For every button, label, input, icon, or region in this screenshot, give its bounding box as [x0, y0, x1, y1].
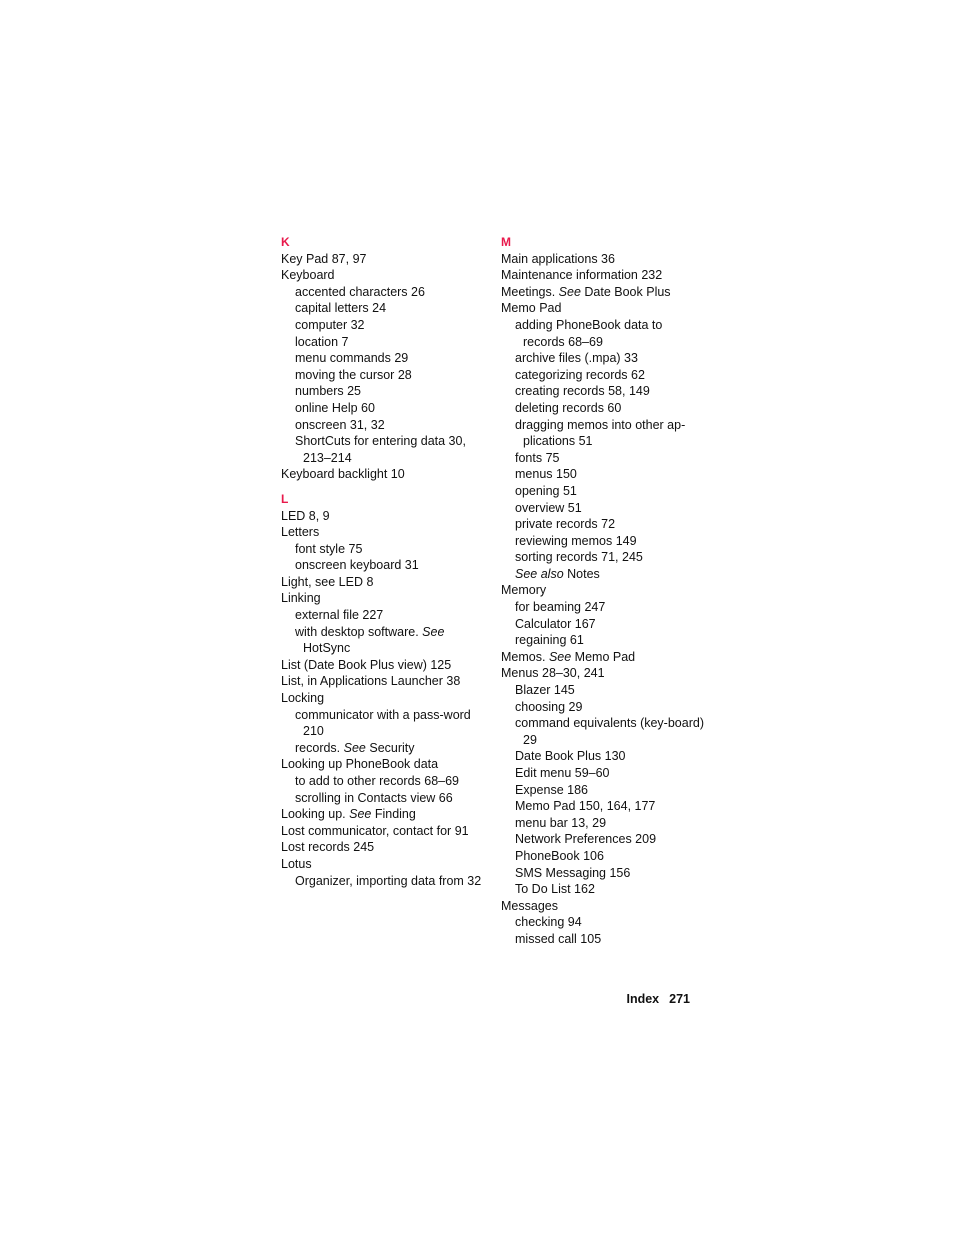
index-subentry: reviewing memos 149 — [515, 533, 637, 548]
index-entry: List, in Applications Launcher 38 — [281, 674, 461, 689]
page-footer — [626, 992, 690, 1006]
index-column-left — [281, 234, 486, 889]
index-subentry: regaining 61 — [515, 633, 584, 648]
see-target: Notes — [563, 566, 600, 581]
index-subentry: Blazer 145 — [515, 683, 575, 698]
index-subentry: onscreen keyboard 31 — [295, 558, 419, 573]
index-letter-heading: K — [281, 235, 290, 249]
index-subentry: sorting records 71, 245 — [515, 550, 643, 565]
index-subentry — [501, 566, 706, 583]
index-subentry: Organizer, importing data from 32 — [295, 873, 482, 888]
index-subentry: dragging memos into other ap-plications 51 — [515, 417, 686, 449]
index-entry: Main applications 36 — [501, 251, 615, 266]
entry-text: Looking up. — [281, 807, 350, 822]
index-entry: Light, see LED 8 — [281, 574, 374, 589]
see-reference: See — [548, 649, 572, 664]
index-entry: Maintenance information 232 — [501, 268, 663, 283]
index-entry: Memory — [501, 583, 547, 598]
index-subentry: computer 32 — [295, 317, 365, 332]
index-subentry — [281, 740, 486, 757]
index-subentry: communicator with a pass-word 210 — [295, 707, 471, 739]
page-number: 271 — [669, 992, 690, 1006]
index-subentry: fonts 75 — [515, 450, 560, 465]
index-subentry: PhoneBook 106 — [515, 848, 604, 863]
index-letter-heading: M — [501, 235, 511, 249]
index-subentry: onscreen 31, 32 — [295, 417, 385, 432]
index-subentry: moving the cursor 28 — [295, 367, 412, 382]
index-entry: Letters — [281, 525, 320, 540]
see-target: Security — [365, 740, 415, 755]
index-subentry: SMS Messaging 156 — [515, 865, 631, 880]
index-subentry: overview 51 — [515, 500, 582, 515]
index-subentry: categorizing records 62 — [515, 367, 645, 382]
index-subentry: location 7 — [295, 334, 349, 349]
index-subentry: private records 72 — [515, 517, 616, 532]
index-subentry: Date Book Plus 130 — [515, 749, 626, 764]
index-subentry: online Help 60 — [295, 400, 375, 415]
index-entry: Memo Pad — [501, 301, 562, 316]
index-entry: Keyboard — [281, 268, 335, 283]
index-entry — [501, 649, 706, 666]
index-entry: Key Pad 87, 97 — [281, 251, 367, 266]
see-target: Finding — [371, 807, 416, 822]
see-target: Memo Pad — [571, 649, 636, 664]
index-subentry: to add to other records 68–69 — [295, 774, 460, 788]
index-subentry: adding PhoneBook data to records 68–69 — [515, 317, 663, 349]
index-subentry: capital letters 24 — [295, 301, 387, 316]
index-subentry: To Do List 162 — [515, 882, 595, 897]
index-subentry: menus 150 — [515, 467, 577, 482]
section-gap — [281, 483, 486, 491]
index-subentry: font style 75 — [295, 541, 363, 556]
index-subentry: opening 51 — [515, 483, 577, 498]
index-subentry: Edit menu 59–60 — [515, 766, 610, 780]
index-subentry: archive files (.mpa) 33 — [515, 351, 638, 366]
see-target: HotSync — [303, 641, 351, 656]
index-entry: Lost records 245 — [281, 840, 375, 855]
index-entry: Lotus — [281, 856, 312, 871]
index-entry: Looking up PhoneBook data — [281, 757, 439, 772]
index-subentry: choosing 29 — [515, 699, 583, 714]
index-subentry: menu bar 13, 29 — [515, 815, 607, 830]
entry-text: Memos. — [501, 649, 549, 664]
index-subentry: creating records 58, 149 — [515, 384, 650, 399]
see-reference: See — [558, 284, 581, 299]
index-entry: Keyboard backlight 10 — [281, 467, 405, 482]
index-subentry: checking 94 — [515, 915, 582, 930]
index-entry — [501, 284, 706, 301]
index-subentry: numbers 25 — [295, 384, 362, 399]
index-subentry: Expense 186 — [515, 782, 588, 797]
index-column-right — [501, 234, 706, 948]
see-reference: See — [343, 740, 366, 755]
index-subentry: command equivalents (key-board) 29 — [515, 716, 704, 747]
index-subentry: accented characters 26 — [295, 284, 425, 299]
index-subentry: external file 227 — [295, 608, 384, 623]
index-subentry: missed call 105 — [515, 931, 602, 946]
index-subentry: Memo Pad 150, 164, 177 — [515, 799, 656, 814]
index-entry: Lost communicator, contact for 91 — [281, 823, 469, 838]
entry-text: Meetings. — [501, 284, 559, 299]
index-entry — [281, 806, 486, 823]
index-subentry — [281, 624, 486, 657]
index-entry: Menus 28–30, 241 — [501, 666, 605, 681]
index-entry: Linking — [281, 591, 321, 606]
index-entry: Locking — [281, 691, 325, 706]
index-subentry: ShortCuts for entering data 30, 213–214 — [295, 434, 466, 465]
see-reference: See — [349, 807, 372, 822]
see-reference: See also — [515, 566, 564, 581]
index-subentry: Network Preferences 209 — [515, 832, 657, 847]
index-subentry: Calculator 167 — [515, 616, 596, 631]
index-subentry: scrolling in Contacts view 66 — [295, 790, 453, 805]
index-subentry: deleting records 60 — [515, 400, 622, 415]
index-entry: List (Date Book Plus view) 125 — [281, 657, 452, 672]
footer-label: Index — [626, 992, 660, 1006]
index-entry: LED 8, 9 — [281, 508, 330, 523]
entry-text: records. — [295, 740, 344, 755]
index-letter-heading: L — [281, 491, 289, 506]
entry-text: with desktop software. — [295, 624, 423, 639]
index-entry: Messages — [501, 898, 558, 913]
index-subentry: for beaming 247 — [515, 600, 606, 615]
see-reference: See — [422, 624, 445, 639]
see-target: Date Book Plus — [580, 284, 671, 299]
index-subentry: menu commands 29 — [295, 351, 409, 366]
